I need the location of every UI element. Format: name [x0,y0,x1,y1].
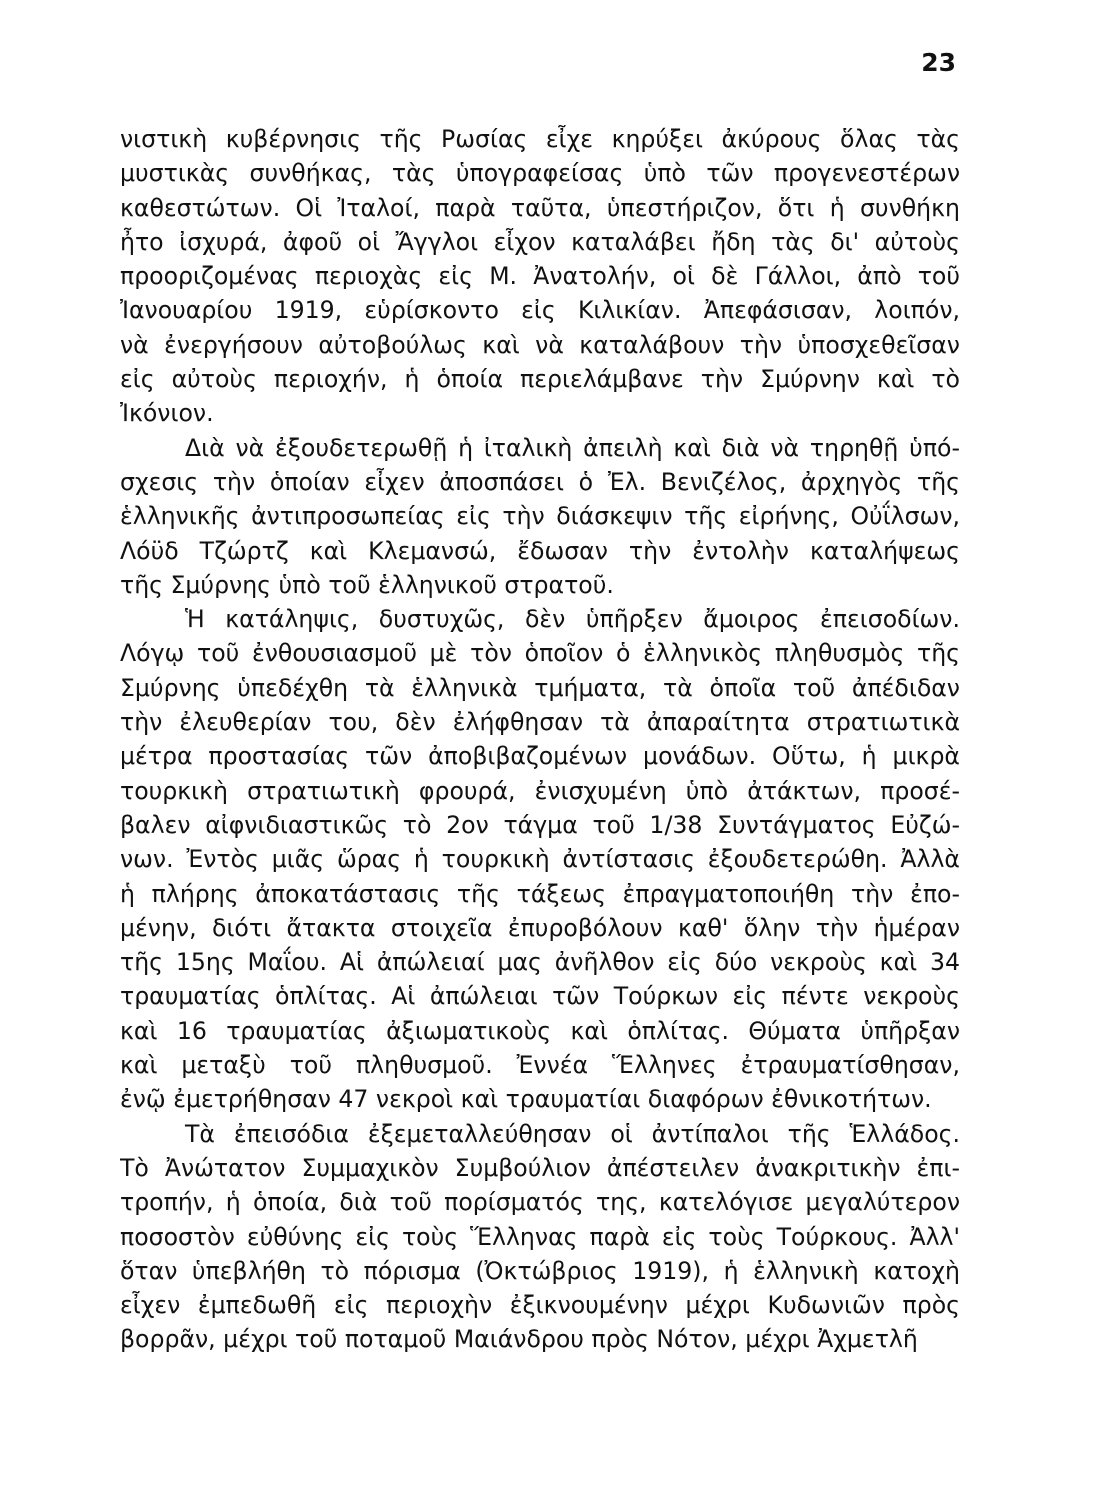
paragraph [120,1117,960,1357]
text-line: τῆς 15ης Μαΐου. Αἱ ἀπώλειαί μας ἀνῆλθον εἰς δύο νεκροὺς καὶ 34 [120,948,960,977]
text-line: καὶ 16 τραυματίας ἀξιωματικοὺς καὶ ὁπλίτας. Θύματα ὑπῆρξαν [120,1016,960,1045]
text-line: Τὸ Ἀνώτατον Συμμαχικὸν Συμβούλιον ἀπέστειλεν ἀνακριτικὴν ἐπι- [120,1153,960,1182]
text-line: τουρκικὴ στρατιωτικὴ φρουρά, ἐνισχυμένη ὑπὸ ἀτάκτων, προσέ- [120,776,960,805]
text-line: ποσοστὸν εὐθύνης εἰς τοὺς Ἕλληνας παρὰ εἰς τοὺς Τούρκους. Ἀλλ' [120,1222,960,1251]
text-line: ἐνῷ ἐμετρήθησαν 47 νεκροὶ καὶ τραυματίαι διαφόρων ἐθνικοτήτων. [120,1085,932,1114]
text-line: καθεστώτων. Οἱ Ἰταλοί, παρὰ ταῦτα, ὑπεστήριζον, ὅτι ἡ συνθήκη [120,193,960,222]
text-body [120,122,960,1357]
text-line: Σμύρνης ὑπεδέχθη τὰ ἑλληνικὰ τμήματα, τὰ ὁποῖα τοῦ ἀπέδιδαν [120,673,960,702]
text-line: Τὰ ἐπεισόδια ἐξεμεταλλεύθησαν οἱ ἀντίπαλοι τῆς Ἑλλάδος. [185,1119,960,1148]
text-line: τῆς Σμύρνης ὑπὸ τοῦ ἑλληνικοῦ στρατοῦ. [120,570,614,599]
text-line: ἡ πλήρης ἀποκατάστασις τῆς τάξεως ἐπραγματοποιήθη τὴν ἐπο- [120,879,960,908]
text-line: Ἡ κατάληψις, δυστυχῶς, δὲν ὑπῆρξεν ἄμοιρος ἐπεισοδίων. [185,605,960,634]
text-line: νων. Ἐντὸς μιᾶς ὥρας ἡ τουρκικὴ ἀντίστασις ἐξουδετερώθη. Ἀλλὰ [120,845,960,874]
text-line: μυστικὰς συνθήκας, τὰς ὑπογραφείσας ὑπὸ τῶν προγενεστέρων [120,159,960,188]
text-line: Λόγῳ τοῦ ἐνθουσιασμοῦ μὲ τὸν ὁποῖον ὁ ἑλληνικὸς πληθυσμὸς τῆς [120,639,960,668]
text-line: Ἰκόνιον. [120,399,214,428]
text-line: σχεσις τὴν ὁποίαν εἶχεν ἀποσπάσει ὁ Ἐλ. Βενιζέλος, ἀρχηγὸς τῆς [120,467,960,496]
text-line: καὶ μεταξὺ τοῦ πληθυσμοῦ. Ἐννέα Ἕλληνες ἐτραυματίσθησαν, [120,1051,960,1080]
paragraph [120,122,960,431]
text-line: εἶχεν ἐμπεδωθῆ εἰς περιοχὴν ἐξικνουμένην μέχρι Κυδωνιῶν πρὸς [120,1291,960,1320]
text-line: ἦτο ἰσχυρά, ἀφοῦ οἱ Ἄγγλοι εἶχον καταλάβει ἤδη τὰς δι' αὐτοὺς [120,227,960,256]
paragraph [120,431,960,602]
text-line: Λόϋδ Τζώρτζ καὶ Κλεμανσώ, ἔδωσαν τὴν ἐντολὴν καταλήψεως [120,536,960,565]
paragraph [120,602,960,1116]
text-line: τροπήν, ἡ ὁποία, διὰ τοῦ πορίσματός της, κατελόγισε μεγαλύτερον [120,1188,960,1217]
text-line: μέτρα προστασίας τῶν ἀποβιβαζομένων μονάδων. Οὕτω, ἡ μικρὰ [120,742,960,771]
page-number: 23 [921,48,956,77]
text-line: Διὰ νὰ ἐξουδετερωθῇ ἡ ἰταλικὴ ἀπειλὴ καὶ διὰ νὰ τηρηθῇ ὑπό- [185,433,960,462]
text-line: μένην, διότι ἄτακτα στοιχεῖα ἐπυροβόλουν καθ' ὅλην τὴν ἡμέραν [120,913,960,942]
text-line: νὰ ἐνεργήσουν αὐτοβούλως καὶ νὰ καταλάβουν τὴν ὑποσχεθεῖσαν [120,330,960,359]
text-line: ἑλληνικῆς ἀντιπροσωπείας εἰς τὴν διάσκεψιν τῆς εἰρήνης, Οὐΐλσων, [120,502,960,531]
text-line: νιστικὴ κυβέρνησις τῆς Ρωσίας εἶχε κηρύξει ἀκύρους ὅλας τὰς [120,125,960,153]
text-line: τὴν ἐλευθερίαν του, δὲν ἐλήφθησαν τὰ ἀπαραίτητα στρατιωτικὰ [120,708,960,737]
text-line: προοριζομένας περιοχὰς εἰς Μ. Ἀνατολήν, οἱ δὲ Γάλλοι, ἀπὸ τοῦ [120,262,960,291]
text-line: Ἰανουαρίου 1919, εὑρίσκοντο εἰς Κιλικίαν. Ἀπεφάσισαν, λοιπόν, [120,296,960,325]
text-line: ὅταν ὑπεβλήθη τὸ πόρισμα (Ὀκτώβριος 1919), ἡ ἑλληνικὴ κατοχὴ [120,1256,960,1285]
text-line: βορρᾶν, μέχρι τοῦ ποταμοῦ Μαιάνδρου πρὸς Νότον, μέχρι Ἀχμετλῆ [120,1325,918,1354]
text-line: βαλεν αἰφνιδιαστικῶς τὸ 2ον τάγμα τοῦ 1/38 Συντάγματος Εὐζώ- [120,810,960,839]
text-line: εἰς αὐτοὺς περιοχήν, ἡ ὁποία περιελάμβανε τὴν Σμύρνην καὶ τὸ [120,365,960,394]
text-line: τραυματίας ὁπλίτας. Αἱ ἀπώλειαι τῶν Τούρκων εἰς πέντε νεκροὺς [120,982,960,1011]
